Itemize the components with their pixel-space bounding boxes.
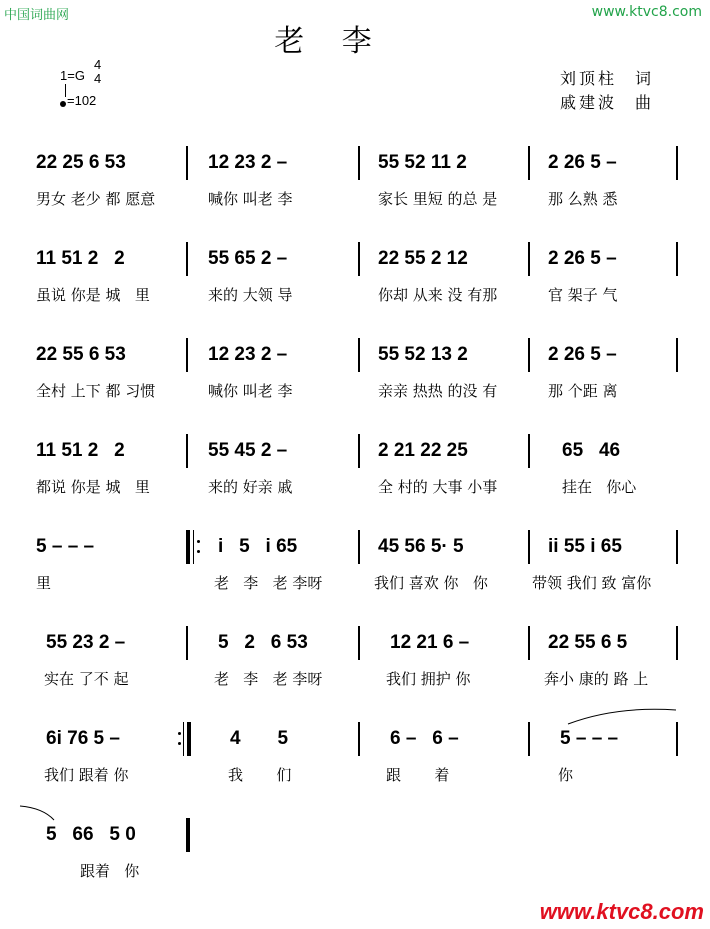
measure-2-2: 55 65 2 – bbox=[208, 248, 288, 269]
measure-5-1: 5 – – – bbox=[36, 536, 95, 557]
barline bbox=[676, 242, 678, 276]
lyric-3-1: 全村 上下 都 习惯 bbox=[36, 382, 156, 400]
measure-3-4: 2 26 5 – bbox=[548, 344, 617, 365]
slur-icon bbox=[566, 706, 678, 726]
score-row-5 bbox=[0, 536, 710, 616]
lyric-2-3: 你却 从来 没 有那 bbox=[378, 286, 498, 304]
measure-1-1: 22 25 6 53 bbox=[36, 152, 126, 173]
barline bbox=[186, 434, 188, 468]
lyric-5-3: 我们 喜欢 你 你 bbox=[374, 574, 488, 592]
measure-7-4: 5 – – – bbox=[560, 728, 619, 749]
repeat-thick-line bbox=[186, 530, 190, 564]
barline bbox=[676, 338, 678, 372]
repeat-dot bbox=[197, 540, 200, 543]
lyric-5-4: 带领 我们 致 富你 bbox=[532, 574, 652, 592]
lyric-3-4: 那 个距 离 bbox=[548, 382, 618, 400]
watermark-right: www.ktvc8.com bbox=[591, 4, 702, 20]
lyric-3-3: 亲亲 热热 的没 有 bbox=[378, 382, 498, 400]
lyric-6-4: 奔小 康的 路 上 bbox=[544, 670, 649, 688]
composer-name: 戚建波 bbox=[560, 93, 618, 112]
lyric-6-3: 我们 拥护 你 bbox=[386, 670, 471, 688]
lyric-2-2: 来的 大领 导 bbox=[208, 286, 293, 304]
barline bbox=[528, 146, 530, 180]
barline bbox=[358, 242, 360, 276]
measure-7-3: 6 – 6 – bbox=[390, 728, 459, 749]
lyric-8-1: 跟着 你 bbox=[80, 862, 140, 880]
lyric-4-3: 全 村的 大事 小事 bbox=[378, 478, 498, 496]
repeat-dot bbox=[197, 550, 200, 553]
barline bbox=[676, 722, 678, 756]
measure-3-2: 12 23 2 – bbox=[208, 344, 288, 365]
lyricist-name: 刘顶柱 bbox=[560, 69, 618, 88]
measure-3-1: 22 55 6 53 bbox=[36, 344, 126, 365]
barline bbox=[186, 146, 188, 180]
barline bbox=[358, 626, 360, 660]
barline bbox=[186, 242, 188, 276]
lyric-4-1: 都说 你是 城 里 bbox=[36, 478, 150, 496]
measure-1-4: 2 26 5 – bbox=[548, 152, 617, 173]
tempo-value: =102 bbox=[67, 93, 97, 108]
lyric-2-1: 虽说 你是 城 里 bbox=[36, 286, 150, 304]
barline bbox=[528, 434, 530, 468]
measure-6-1: 55 23 2 – bbox=[46, 632, 126, 653]
repeat-thick-line bbox=[187, 722, 191, 756]
lyric-4-2: 来的 好亲 戚 bbox=[208, 478, 293, 496]
barline bbox=[528, 626, 530, 660]
repeat-dot bbox=[178, 732, 181, 735]
time-bottom: 4 bbox=[94, 71, 102, 86]
tie-icon bbox=[18, 804, 58, 824]
lyric-1-3: 家长 里短 的总 是 bbox=[378, 190, 498, 208]
composer-tag: 曲 bbox=[635, 93, 655, 112]
lyric-7-1: 我们 跟着 你 bbox=[44, 766, 129, 784]
quarter-note-icon bbox=[60, 101, 66, 107]
barline bbox=[676, 626, 678, 660]
lyricist-tag: 词 bbox=[635, 69, 655, 88]
composer bbox=[560, 90, 654, 113]
measure-1-3: 55 52 11 2 bbox=[378, 152, 467, 173]
score-row-4 bbox=[0, 440, 710, 520]
score-row-2 bbox=[0, 248, 710, 328]
lyric-1-2: 喊你 叫老 李 bbox=[208, 190, 293, 208]
lyric-7-3: 跟 着 bbox=[386, 766, 450, 784]
measure-6-2: 5 2 6 53 bbox=[218, 632, 308, 653]
lyric-5-2: 老 李 老 李呀 bbox=[214, 574, 323, 592]
barline bbox=[676, 146, 678, 180]
lyric-5-1: 里 bbox=[36, 574, 52, 592]
score-row-6 bbox=[0, 632, 710, 712]
score-row-8 bbox=[0, 824, 710, 904]
measure-1-2: 12 23 2 – bbox=[208, 152, 288, 173]
measure-6-4: 22 55 6 5 bbox=[548, 632, 628, 653]
measure-2-1: 11 51 2 2 bbox=[36, 248, 125, 269]
lyric-1-4: 那 么熟 悉 bbox=[548, 190, 618, 208]
lyric-7-2: 我 们 bbox=[228, 766, 292, 784]
measure-2-3: 22 55 2 12 bbox=[378, 248, 468, 269]
barline bbox=[358, 722, 360, 756]
key-signature: 1=G bbox=[60, 68, 85, 83]
barline bbox=[186, 338, 188, 372]
measure-4-1: 11 51 2 2 bbox=[36, 440, 125, 461]
measure-8-1: 5 66 5 0 bbox=[46, 824, 136, 845]
lyric-2-4: 官 架子 气 bbox=[548, 286, 618, 304]
site-logo-watermark: www.ktvc8.com bbox=[539, 899, 704, 924]
barline bbox=[358, 434, 360, 468]
measure-2-4: 2 26 5 – bbox=[548, 248, 617, 269]
measure-4-2: 55 45 2 – bbox=[208, 440, 288, 461]
final-barline bbox=[186, 818, 190, 852]
tempo-marking bbox=[60, 93, 96, 108]
lyric-1-1: 男女 老少 都 愿意 bbox=[36, 190, 156, 208]
barline bbox=[528, 338, 530, 372]
score-row-7 bbox=[0, 728, 710, 808]
time-top: 4 bbox=[94, 57, 102, 72]
measure-4-4: 65 46 bbox=[562, 440, 621, 461]
barline bbox=[528, 242, 530, 276]
barline bbox=[358, 338, 360, 372]
score-row-1 bbox=[0, 152, 710, 232]
lyric-6-2: 老 李 老 李呀 bbox=[214, 670, 323, 688]
repeat-dot bbox=[178, 742, 181, 745]
repeat-thin-line bbox=[183, 722, 184, 756]
barline bbox=[358, 146, 360, 180]
watermark-left: 中国词曲网 bbox=[4, 8, 70, 23]
lyric-4-4: 挂在 你心 bbox=[562, 478, 637, 496]
barline bbox=[528, 722, 530, 756]
time-signature bbox=[94, 58, 101, 86]
measure-5-2: i 5 i 65 bbox=[218, 536, 298, 557]
lyric-3-2: 喊你 叫老 李 bbox=[208, 382, 293, 400]
barline bbox=[528, 530, 530, 564]
measure-5-3: 45 56 5· 5 bbox=[378, 536, 464, 557]
lyricist bbox=[560, 66, 654, 89]
lyric-7-4: 你 bbox=[558, 766, 574, 784]
measure-7-1: 6i 76 5 – bbox=[46, 728, 120, 749]
song-title: 老 李 bbox=[274, 24, 386, 59]
measure-7-2: 4 5 bbox=[230, 728, 289, 749]
measure-5-4: ii 55 i 65 bbox=[548, 536, 622, 557]
measure-3-3: 55 52 13 2 bbox=[378, 344, 468, 365]
barline bbox=[186, 626, 188, 660]
measure-6-3: 12 21 6 – bbox=[390, 632, 470, 653]
barline bbox=[358, 530, 360, 564]
measure-4-3: 2 21 22 25 bbox=[378, 440, 468, 461]
lyric-6-1: 实在 了不 起 bbox=[44, 670, 129, 688]
barline bbox=[676, 530, 678, 564]
score-row-3 bbox=[0, 344, 710, 424]
repeat-thin-line bbox=[193, 530, 194, 564]
